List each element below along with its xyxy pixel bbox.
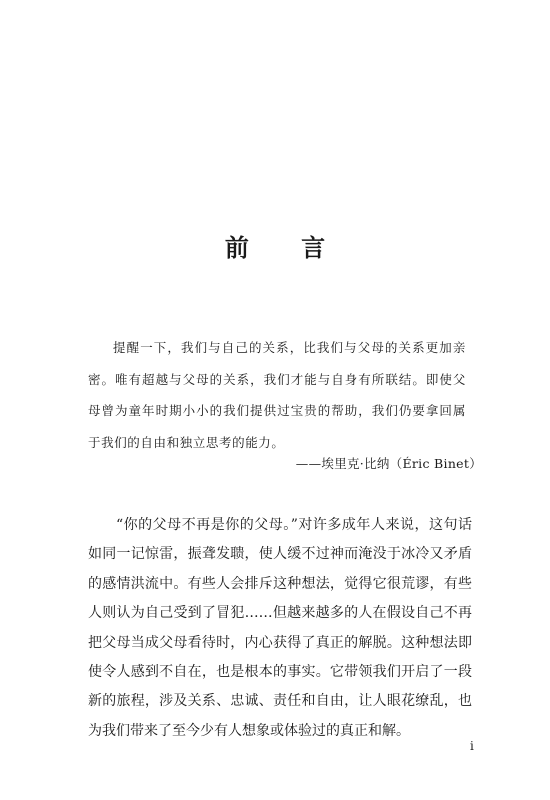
page-number: i [470,739,474,753]
body-paragraph: “你的父母不再是你的父母。”对许多成年人来说，这句话如同一记惊雷，振聋发聩，使人缓不过神而淹没于冰冷又矛盾的感情洪流中。有些人会排斥这种想法，觉得它很荒谬，有些人则认为自己受到了冒犯……但越来越多的人在假设自己不再把父母当成父母看待时，内心获得了真正的解脱。这种想法即使令人感到不自在，也是根本的事实。它带领我们开启了一段新的旅程，涉及关系、忠诚、责任和自由，让人眼花缭乱，也为我们带来了至今少有人想象或体验过的真正和解。 [88,517,472,739]
page-title: 前 言 [224,233,348,263]
epigraph-attribution: ——埃里克·比纳（Éric Binet） [295,456,482,471]
epigraph-quote: 提醒一下，我们与自己的关系，比我们与父母的关系更加亲密。唯有超越与父母的关系，我们才能与自身有所联结。即使父母曾为童年时期小小的我们提供过宝贵的帮助，我们仍要拿回属于我们的自由和独立思考的能力。 [88,340,466,450]
